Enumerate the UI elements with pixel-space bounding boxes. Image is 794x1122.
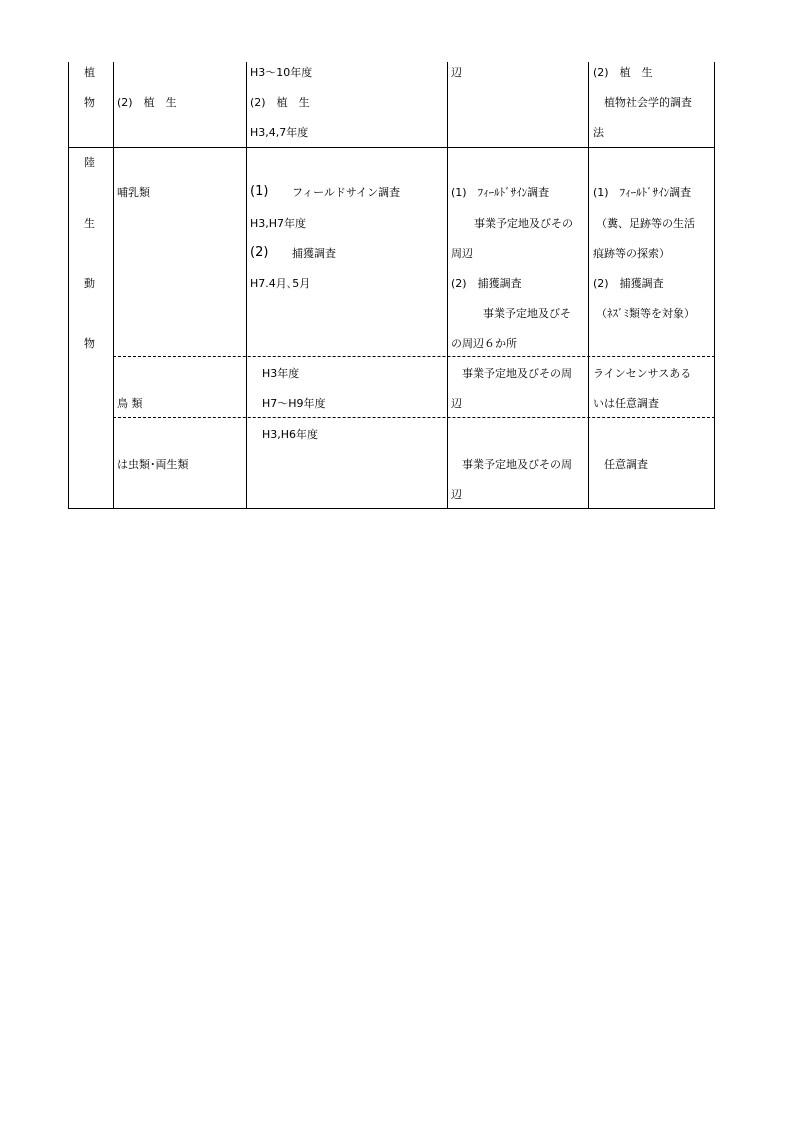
mammals-period-1-label: フィールドサイン調査	[292, 186, 401, 199]
plants-category-2: 物	[84, 96, 95, 109]
mammals-location-4: (2) 捕獲調査	[451, 277, 522, 290]
plants-location-1: 辺	[451, 66, 462, 79]
table-divider-3	[447, 62, 448, 508]
reptiles-method-1: 任意調査	[604, 458, 648, 471]
table-row-divider	[68, 147, 715, 148]
mammals-location-5: 事業予定地及びそ	[483, 307, 571, 320]
reptiles-period-1: H3,H6年度	[262, 428, 319, 441]
mammals-method-2: （糞、足跡等の生活	[596, 217, 695, 230]
terrestrial-category-4: 物	[84, 337, 95, 350]
dashed-row-divider-2	[113, 417, 715, 418]
mammals-period-3-label: 捕獲調査	[292, 247, 336, 260]
mammals-location-1: (1) ﾌｨｰﾙﾄﾞｻｲﾝ調査	[451, 186, 550, 199]
table-border-left	[68, 62, 69, 508]
birds-location-1: 事業予定地及びその周	[462, 367, 572, 380]
birds-period-2: H7～H9年度	[262, 397, 326, 410]
birds-method-1: ラインセンサスある	[593, 367, 692, 380]
plants-item: (2) 植 生	[117, 96, 177, 109]
mammals-period-3-num: (2)	[250, 245, 269, 260]
table-border-bottom	[68, 508, 715, 509]
mammals-period-2: H3,H7年度	[250, 217, 307, 230]
mammals-method-4: (2) 捕獲調査	[593, 277, 664, 290]
plants-method-1: (2) 植 生	[593, 66, 653, 79]
table-divider-4	[588, 62, 589, 508]
reptiles-item: は虫類･両生類	[117, 458, 189, 471]
mammals-method-1: (1) ﾌｨｰﾙﾄﾞｻｲﾝ調査	[593, 186, 692, 199]
birds-period-1: H3年度	[262, 367, 300, 380]
terrestrial-category-3: 動	[84, 277, 95, 290]
mammals-period-4: H7.4月､5月	[250, 277, 311, 290]
plants-method-2: 植物社会学的調査	[604, 96, 692, 109]
birds-item: 鳥 類	[117, 397, 143, 410]
mammals-period-1-num: (1)	[250, 184, 269, 199]
dashed-row-divider-1	[113, 356, 715, 357]
mammals-item: 哺乳類	[117, 186, 150, 199]
plants-period-2: (2) 植 生	[250, 96, 310, 109]
mammals-location-6: の周辺６か所	[451, 337, 517, 350]
table-border-right	[714, 62, 715, 508]
plants-period-3: H3,4,7年度	[250, 126, 309, 139]
reptiles-location-1: 事業予定地及びその周	[462, 458, 572, 471]
birds-method-2: いは任意調査	[593, 397, 659, 410]
plants-category-1: 植	[84, 66, 95, 79]
table-divider-2	[246, 62, 247, 508]
mammals-method-3: 痕跡等の探索）	[593, 247, 670, 260]
mammals-method-5: （ﾈｽﾞﾐ類等を対象）	[596, 307, 695, 320]
terrestrial-category-1: 陸	[84, 156, 95, 169]
plants-method-3: 法	[593, 126, 604, 139]
terrestrial-category-2: 生	[84, 217, 95, 230]
reptiles-location-2: 辺	[451, 488, 462, 501]
mammals-location-3: 周辺	[451, 247, 473, 260]
birds-location-2: 辺	[451, 397, 462, 410]
table-divider-1	[113, 62, 114, 508]
mammals-location-2: 事業予定地及びその	[474, 217, 573, 230]
plants-period-1: H3～10年度	[250, 66, 313, 79]
